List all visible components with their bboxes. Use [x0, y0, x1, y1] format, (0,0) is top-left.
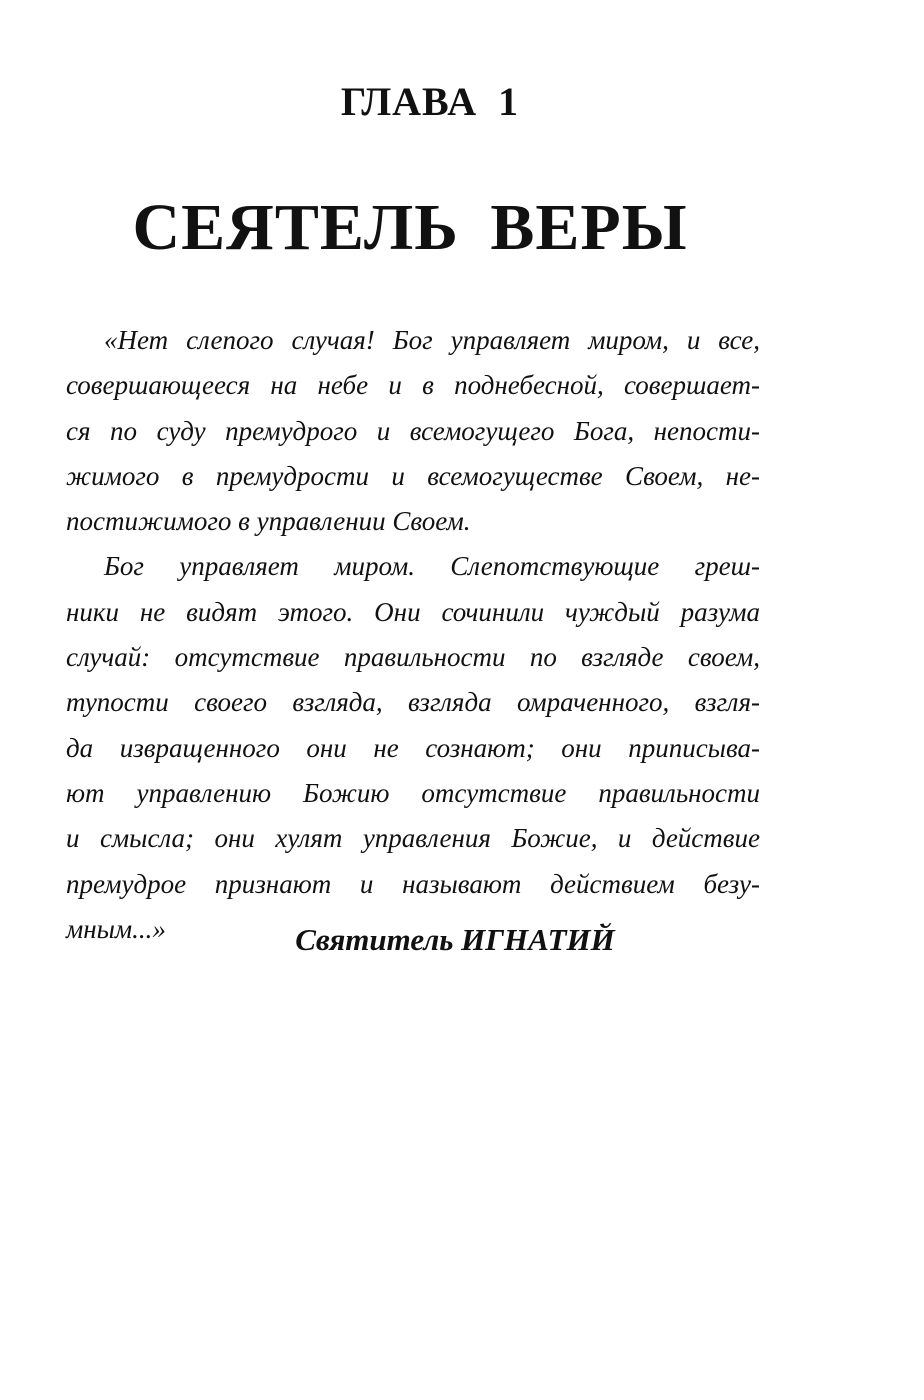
epigraph	[66, 318, 760, 952]
text-line: жимого в премудрости и всемогуществе Своем, не-	[66, 460, 760, 491]
epigraph-paragraph-1	[66, 318, 760, 544]
text-line: ся по суду премудрого и всемогущего Бога, непости-	[66, 415, 760, 446]
text-line: премудрое признают и называют действием безу-	[66, 868, 760, 899]
text-line: «Нет слепого случая! Бог управляет миром, и все,	[104, 325, 760, 355]
text-line: постижимого в управлении Своем.	[66, 506, 471, 537]
text-line: Бог управляет миром. Слепотствующие греш-	[104, 551, 760, 582]
text-line: совершающееся на небе и в поднебесной, совершает-	[66, 370, 760, 401]
epigraph-paragraph-2	[66, 544, 760, 952]
text-line: да извращенного они не сознают; они приписыва-	[66, 732, 760, 763]
text-line: случай: отсутствие правильности по взгляде своем,	[66, 642, 760, 673]
text-line: ют управлению Божию отсутствие правильности	[66, 777, 760, 808]
text-line: и смысла; они хулят управления Божие, и действие	[66, 823, 760, 854]
chapter-number: ГЛАВА 1	[340, 79, 520, 124]
epigraph-attribution: Святитель ИГНАТИЙ	[295, 922, 615, 957]
chapter-title: СЕЯТЕЛЬ ВЕРЫ	[132, 191, 688, 264]
text-line: мным...»	[66, 913, 166, 944]
text-line: ники не видят этого. Они сочинили чуждый разума	[66, 596, 760, 627]
text-line: тупости своего взгляда, взгляда омраченного, взгля-	[66, 687, 760, 718]
